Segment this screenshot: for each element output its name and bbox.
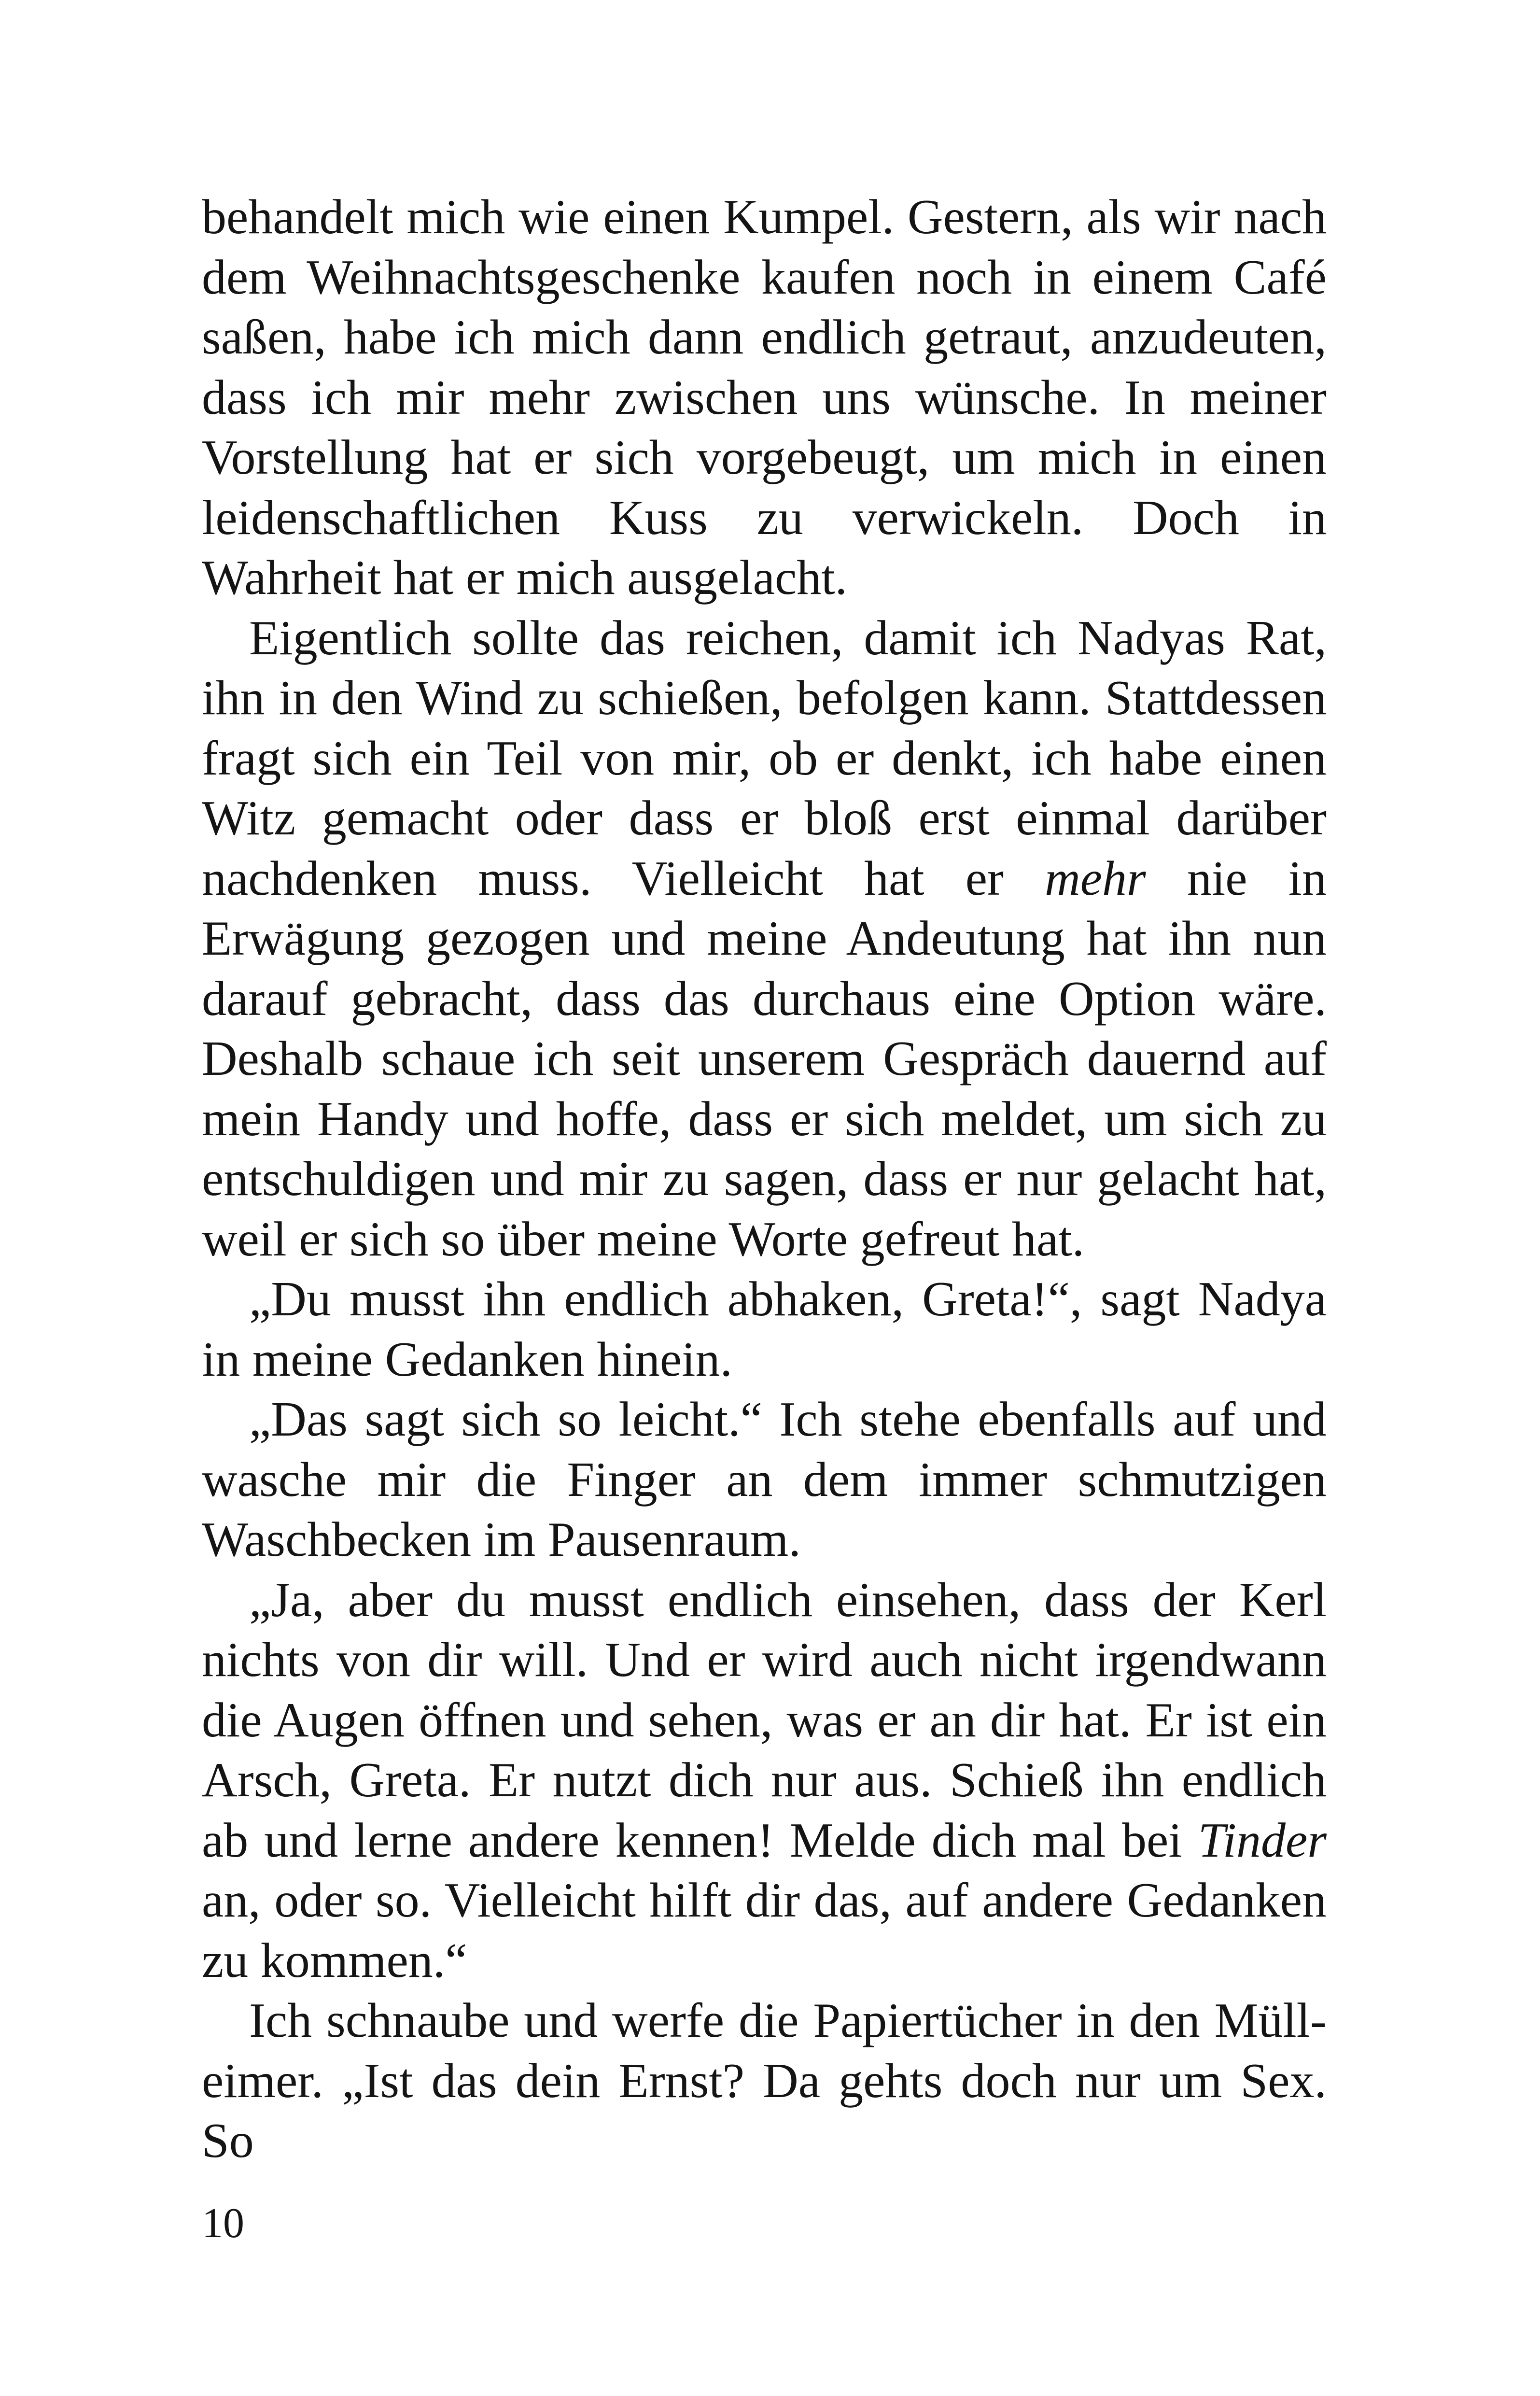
paragraph: [202, 1269, 1327, 1390]
text-segment: „Ja, aber du musst endlich einsehen, dass der Kerl nichts von dir will. Und er wird auch nicht irgendwann die Augen öffnen und sehen, was er an dir hat. Er ist ein Arsch, Greta. Er nutzt dich nur aus. Schieß ihn endlich ab und lerne andere kennen! Melde dich mal bei: [202, 1572, 1327, 1868]
text-segment: „Das sagt sich so leicht.“ Ich stehe ebenfalls auf und wasche mir die Finger an dem immer schmutzigen Waschbecken im Pausenraum.: [202, 1392, 1327, 1567]
emphasis-text: mehr: [1045, 851, 1146, 906]
text-segment: nie in Erwägung gezogen und meine Andeutung hat ihn nun darauf gebracht, dass das durchaus eine Option wäre. Deshalb schaue ich seit unserem Gespräch dauernd auf mein Handy und hoffe, dass er sich meldet, um sich zu entschuldigen und mir zu sagen, dass er nur gelacht hat, weil er sich so über meine Worte gefreut hat.: [202, 851, 1327, 1267]
text-segment: an, oder so. Vielleicht hilft dir das, auf andere Gedanken zu kommen.“: [202, 1873, 1327, 1988]
text-segment: behandelt mich wie einen Kumpel. Gestern, als wir nach dem Weihnachtsgeschenke kaufen noch in einem Café saßen, habe ich mich dann endlich getraut, anzudeuten, dass ich mir mehr zwischen uns wünsche. In meiner Vorstellung hat er sich vorgebeugt, um mich in einen leidenschaftlichen Kuss zu verwickeln. Doch in Wahrheit hat er mich ausgelacht.: [202, 190, 1327, 605]
page-number: 10: [202, 2200, 244, 2247]
paragraph: [202, 1991, 1327, 2171]
emphasis-text: Tinder: [1198, 1813, 1327, 1868]
body-text: [202, 187, 1327, 2171]
text-segment: Eigentlich sollte das reichen, damit ich Nadyas Rat, ihn in den Wind zu schießen, befolgen kann. Stattdessen fragt sich ein Teil von mir, ob er denkt, ich habe einen Witz gemacht oder dass er bloß erst einmal darüber nachdenken muss. Vielleicht hat er: [202, 610, 1327, 906]
text-segment: Ich schnaube und werfe die Papiertücher in den Mülleimer. „Ist das dein Ernst? Da gehts doch nur um Sex. So: [202, 1993, 1327, 2168]
paragraph: [202, 1390, 1327, 1570]
paragraph: [202, 187, 1327, 608]
paragraph: [202, 1570, 1327, 1991]
text-segment: „Du musst ihn endlich abhaken, Greta!“, sagt Nadya in meine Gedanken hinein.: [202, 1272, 1327, 1387]
paragraph: [202, 608, 1327, 1270]
